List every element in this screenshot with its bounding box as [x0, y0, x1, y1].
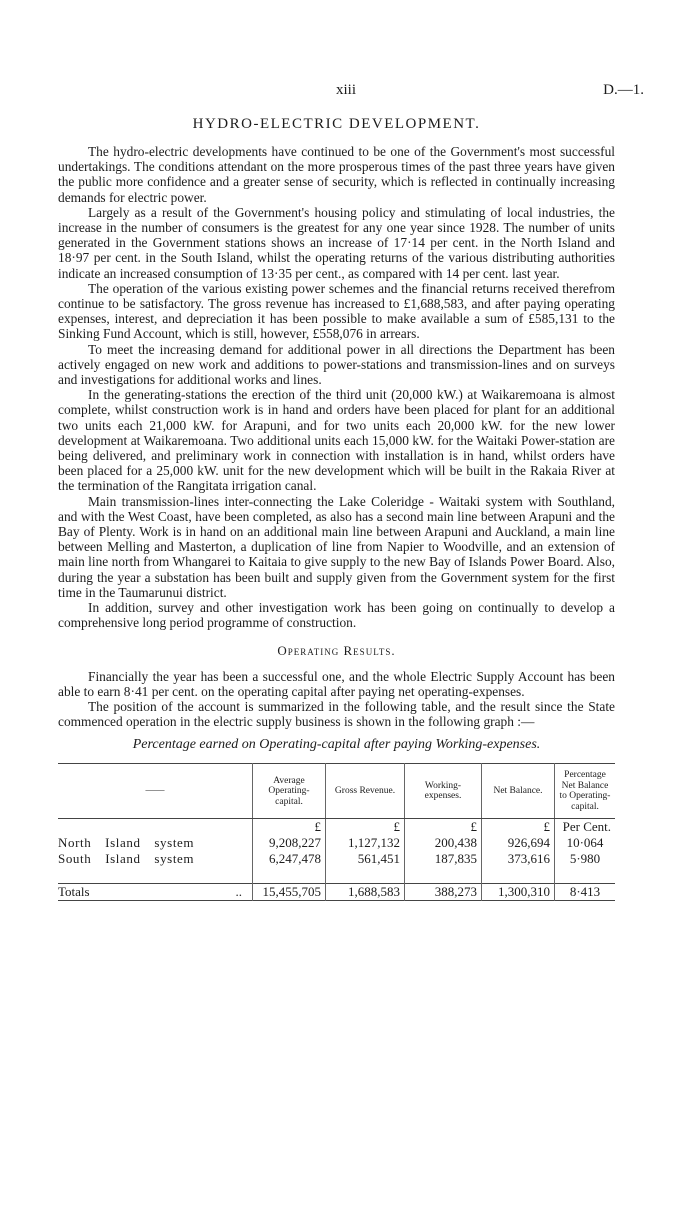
paragraph: Financially the year has been a successful one, and the whole Electric Supply Account has been able to earn 8·41 per cent. on the operating capital after paying net operating-expenses. — [58, 668, 615, 699]
spacer-cell — [482, 867, 555, 884]
paragraph: Largely as a result of the Government's housing policy and stimulating of local industries, the increase in the number of consumers is the greatest for any one year since 1928. The number of units generated in the Government stations shows an increase of 17·14 per cent. in the North Island and 18·97 per cent. in the South Island, whilst the operating returns of the various distributing authorities indicate an increased consumption of 13·35 per cent., as compared with 14 per cent. last year. — [58, 204, 615, 281]
unit-cell: £ — [482, 819, 555, 836]
table-cell: 5·980 — [555, 851, 616, 867]
results-table — [58, 763, 615, 901]
spacer-cell — [58, 867, 253, 884]
totals-text: Totals — [58, 884, 90, 900]
table-cell: 187,835 — [405, 851, 482, 867]
unit-cell: £ — [253, 819, 326, 836]
table-cell: 373,616 — [482, 851, 555, 867]
unit-cell — [58, 819, 253, 836]
section-title: HYDRO-ELECTRIC DEVELOPMENT. — [192, 116, 481, 132]
table-cell: 15,455,705 — [253, 884, 326, 901]
table-cell: 8·413 — [555, 884, 616, 901]
document-code: D.—1. — [603, 82, 644, 98]
unit-cell: £ — [326, 819, 405, 836]
row-label: North Island system — [58, 835, 195, 851]
column-header-working-expenses: Working-expenses. — [405, 764, 482, 819]
totals-dots: .. — [235, 884, 242, 900]
column-header-percentage: Percentage Net Balance to Operating-capital. — [555, 764, 616, 819]
table-cell: 1,300,310 — [482, 884, 555, 901]
column-header-gross-revenue: Gross Revenue. — [326, 764, 405, 819]
paragraph: In addition, survey and other investigation work has been going on continually to develop a comprehensive long period programme of construction. — [58, 600, 615, 631]
totals-label — [58, 884, 253, 901]
table-header-row — [58, 764, 615, 819]
table-row — [58, 851, 615, 867]
table-cell: 6,247,478 — [253, 851, 326, 867]
paragraph: The position of the account is summarized in the following table, and the result since the State commenced operation in the electric supply business is shown in the following graph :— — [58, 698, 615, 730]
table-cell: 561,451 — [326, 851, 405, 867]
column-header-name: —— — [58, 764, 253, 819]
spacer-cell — [253, 867, 326, 884]
paragraph: The operation of the various existing power schemes and the financial returns received therefrom continue to be satisfactory. The gross revenue has increased to £1,688,583, and after paying operating expenses, interest, and depreciation it has been possible to make available a sum of £585,131 to the Sinking Fund Account, which is still, however, £558,076 in arrears. — [58, 280, 615, 342]
table-cell: 1,127,132 — [326, 835, 405, 851]
totals-row — [58, 884, 615, 901]
column-header-net-balance: Net Balance. — [482, 764, 555, 819]
units-row — [58, 819, 615, 836]
table-row — [58, 835, 615, 851]
document-body — [58, 144, 615, 901]
subsection-heading: Operating Results. — [277, 642, 396, 658]
paragraph: The hydro-electric developments have continued to be one of the Government's most successful undertakings. The conditions attendant on the more prosperous times of the past three years have given the public more confidence and a greater sense of security, which is reflected in continually increasing demands for electric power. — [58, 144, 615, 205]
table-cell: 9,208,227 — [253, 835, 326, 851]
page-number: xiii — [336, 82, 357, 98]
spacer-cell — [405, 867, 482, 884]
paragraph: In the generating-stations the erection of the third unit (20,000 kW.) at Waikaremoana is almost complete, whilst construction work is in hand and orders have been placed for plant for an additional two units each 21,000 kW. for Arapuni, and for two units each 20,000 kW. for the new lower development at Waikaremoana. Two additional units each 15,000 kW. for the Waitaki Power-station are being delivered, and preliminary work in connection with installation is in hand, whilst orders have been placed for a 25,000 kW. unit for the new development which will be built in the Rakaia River at the termination of the Rangitata irrigation canal. — [58, 387, 615, 494]
column-header-operating-capital: Average Operating-capital. — [253, 764, 326, 819]
spacer-cell — [326, 867, 405, 884]
row-label: South Island system — [58, 851, 195, 867]
unit-cell: Per Cent. — [555, 819, 616, 836]
spacer-row — [58, 867, 615, 884]
paragraph: Main transmission-lines inter-connecting the Lake Coleridge - Waitaki system with Southland, and with the West Coast, have been completed, as also has a second main line between Arapuni and the Bay of Plenty. Work is in hand on an additional main line between Arapuni and Auckland, a main line between Melling and Masterton, a duplication of line from Napier to Woodville, and an extension of main line north from Whangarei to Kaitaia to give supply to the new Bay of Islands Power Board. Also, during the year a substation has been built and supply given from the Government system for the first time in the Taumarunui district. — [58, 493, 615, 600]
table-cell: 200,438 — [405, 835, 482, 851]
table-caption: Percentage earned on Operating-capital after paying Working-expenses. — [132, 737, 541, 753]
unit-cell: £ — [405, 819, 482, 836]
table-cell: 926,694 — [482, 835, 555, 851]
paragraph: To meet the increasing demand for additional power in all directions the Department has been actively engaged on new work and additions to power-stations and transmission-lines and on surveys and investigations for additional works and lines. — [58, 341, 615, 388]
table-cell: 388,273 — [405, 884, 482, 901]
spacer-cell — [555, 867, 616, 884]
table-cell: 1,688,583 — [326, 884, 405, 901]
table-cell: 10·064 — [555, 835, 616, 851]
